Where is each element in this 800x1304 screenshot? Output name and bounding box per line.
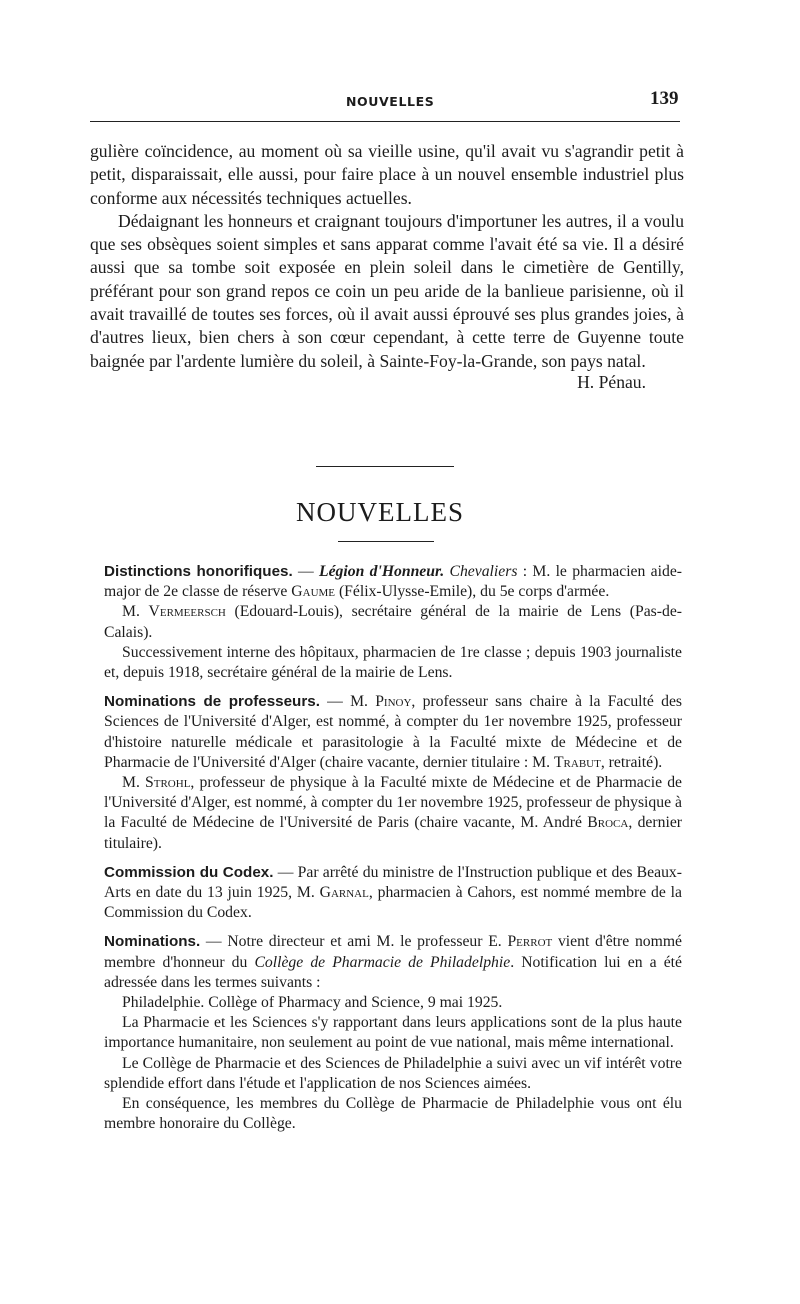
nominations-paragraph-2: Philadelphie. Collège of Pharmacy and Science, 9 mai 1925.: [122, 994, 503, 1012]
nominations-paragraph-5: En conséquence, les membres du Collège de Pharmacie de Philadelphie vous ont élu membre honoraire du Collège.: [104, 1095, 682, 1133]
text-span: , retraité).: [600, 753, 663, 771]
person-name: Perrot: [507, 933, 553, 951]
text-span: . Notification lui en a été adressée dans les termes suivants :: [104, 953, 682, 991]
text-span: (Félix-Ulysse-Emile), du 5e corps d'armée.: [335, 583, 610, 601]
text-span: , professeur de physique à la Faculté mixte de Médecine et de Pharmacie de l'Université d'Alger, est nommé, à compter du 1er novembre 1925, professeur de physique à la Faculté de Médecine de l'Université de Paris (chaire vacante, M. André: [104, 774, 682, 832]
text-span: — M.: [319, 693, 376, 711]
section-divider: [316, 466, 454, 467]
codex-heading: Commission du Codex.: [104, 863, 274, 881]
nominations-paragraph-3: La Pharmacie et les Sciences s'y rapportant dans leurs applications sont de la plus haute importance humanitaire, non seulement au point de vue national, mais même international.: [104, 1014, 682, 1052]
running-title: NOUVELLES: [346, 94, 435, 109]
text-span: , dernier titulaire).: [104, 814, 683, 852]
distinctions-paragraph-1: [104, 562, 682, 602]
page-number: 139: [650, 88, 679, 109]
text-span: M.: [122, 603, 149, 621]
text-span: vient d'être nommé membre d'honneur du: [104, 933, 682, 971]
person-name: Strohl: [145, 774, 191, 792]
distinctions-paragraph-2: [104, 602, 682, 642]
dash: —: [292, 563, 319, 580]
distinctions-heading: Distinctions honorifiques.: [104, 563, 293, 580]
codex-paragraph: [104, 863, 682, 924]
nominations-paragraph-4: Le Collège de Pharmacie et des Sciences de Philadelphie a suivi avec un vif intérêt votre splendide effort dans l'étude et l'application de nos Sciences aimées.: [104, 1054, 682, 1092]
person-name: Gaume: [291, 583, 336, 601]
nominations-prof-heading: Nominations de professeurs.: [104, 693, 320, 711]
header-rule: [90, 121, 680, 122]
text-span: (Edouard-Louis), secrétaire général de la mairie de Lens (Pas-de-Calais).: [104, 603, 683, 641]
obituary-paragraph-1: gulière coïncidence, au moment où sa vieille usine, qu'il avait vu s'agrandir petit à petit, disparaissait, elle aussi, pour faire place à un nouvel ensemble industriel plus conforme aux nécessités techniques actuelles.: [90, 141, 684, 208]
college-name: Collège de Pharmacie de Philadelphie: [254, 953, 511, 971]
text-span: , pharmacien à Cahors, est nommé membre de la Commission du Codex.: [104, 884, 682, 922]
obituary-text: [90, 140, 684, 394]
text-span: , professeur sans chaire à la Faculté des Sciences de l'Université d'Alger, est nommé, à compter du 1er novembre 1925, professeur d'histoire naturelle médicale et parasitologie à la Faculté mixte de Médecine et de Pharmacie de l'Université d'Alger (chaire vacante, dernier titulaire : M.: [104, 693, 683, 771]
person-name: Vermeersch: [148, 603, 226, 621]
nominations-prof-paragraph-2: [104, 773, 682, 854]
text-span: : M. le pharmacien aide-major de 2e classe de réserve: [104, 563, 683, 601]
distinctions-paragraph-3: Successivement interne des hôpitaux, pharmacien de 1re classe ; depuis 1903 journaliste et, depuis 1918, secrétaire général de la mairie de Lens.: [104, 643, 682, 682]
nominations-heading: Nominations.: [104, 933, 201, 951]
news-section: [104, 562, 682, 1134]
section-title: NOUVELLES: [296, 497, 464, 527]
legion-label: Légion d'Honneur.: [319, 563, 445, 580]
nominations-paragraph-1: [104, 932, 682, 993]
person-name: Trabut: [553, 753, 601, 771]
text-span: M.: [122, 774, 146, 792]
obituary-paragraph-2: Dédaignant les honneurs et craignant toujours d'importuner les autres, il a voulu que ses obsèques soient simples et sans apparat comme l'avait été sa vie. Il a désiré aussi que sa tombe soit exposée en plein soleil dans le cimetière de Gentilly, préférant pour son grand repos ce coin un peu aride de la banlieue parisienne, où il avait travaillé de toutes ses forces, où il avait aussi éprouvé ses plus grandes joies, à d'autres lieux, bien chers à son cœur cependant, à cette terre de Guyenne toute baignée par l'ardente lumière du soleil, à Sainte-Foy-la-Grande, son pays natal.: [90, 210, 684, 371]
person-name: Broca: [587, 814, 629, 832]
chevaliers-label: Chevaliers: [449, 563, 518, 580]
title-underline: [338, 541, 434, 542]
nominations-prof-paragraph-1: [104, 692, 682, 773]
signature-name: H. Pénau.: [577, 371, 646, 392]
person-name: Garnal: [319, 884, 369, 902]
person-name: Pinoy: [375, 693, 412, 711]
signature: [90, 371, 646, 394]
text-span: — Par arrêté du ministre de l'Instruction publique et des Beaux-Arts en date du 13 juin 1925, M.: [104, 863, 682, 902]
text-span: — Notre directeur et ami M. le professeur E.: [200, 933, 508, 951]
